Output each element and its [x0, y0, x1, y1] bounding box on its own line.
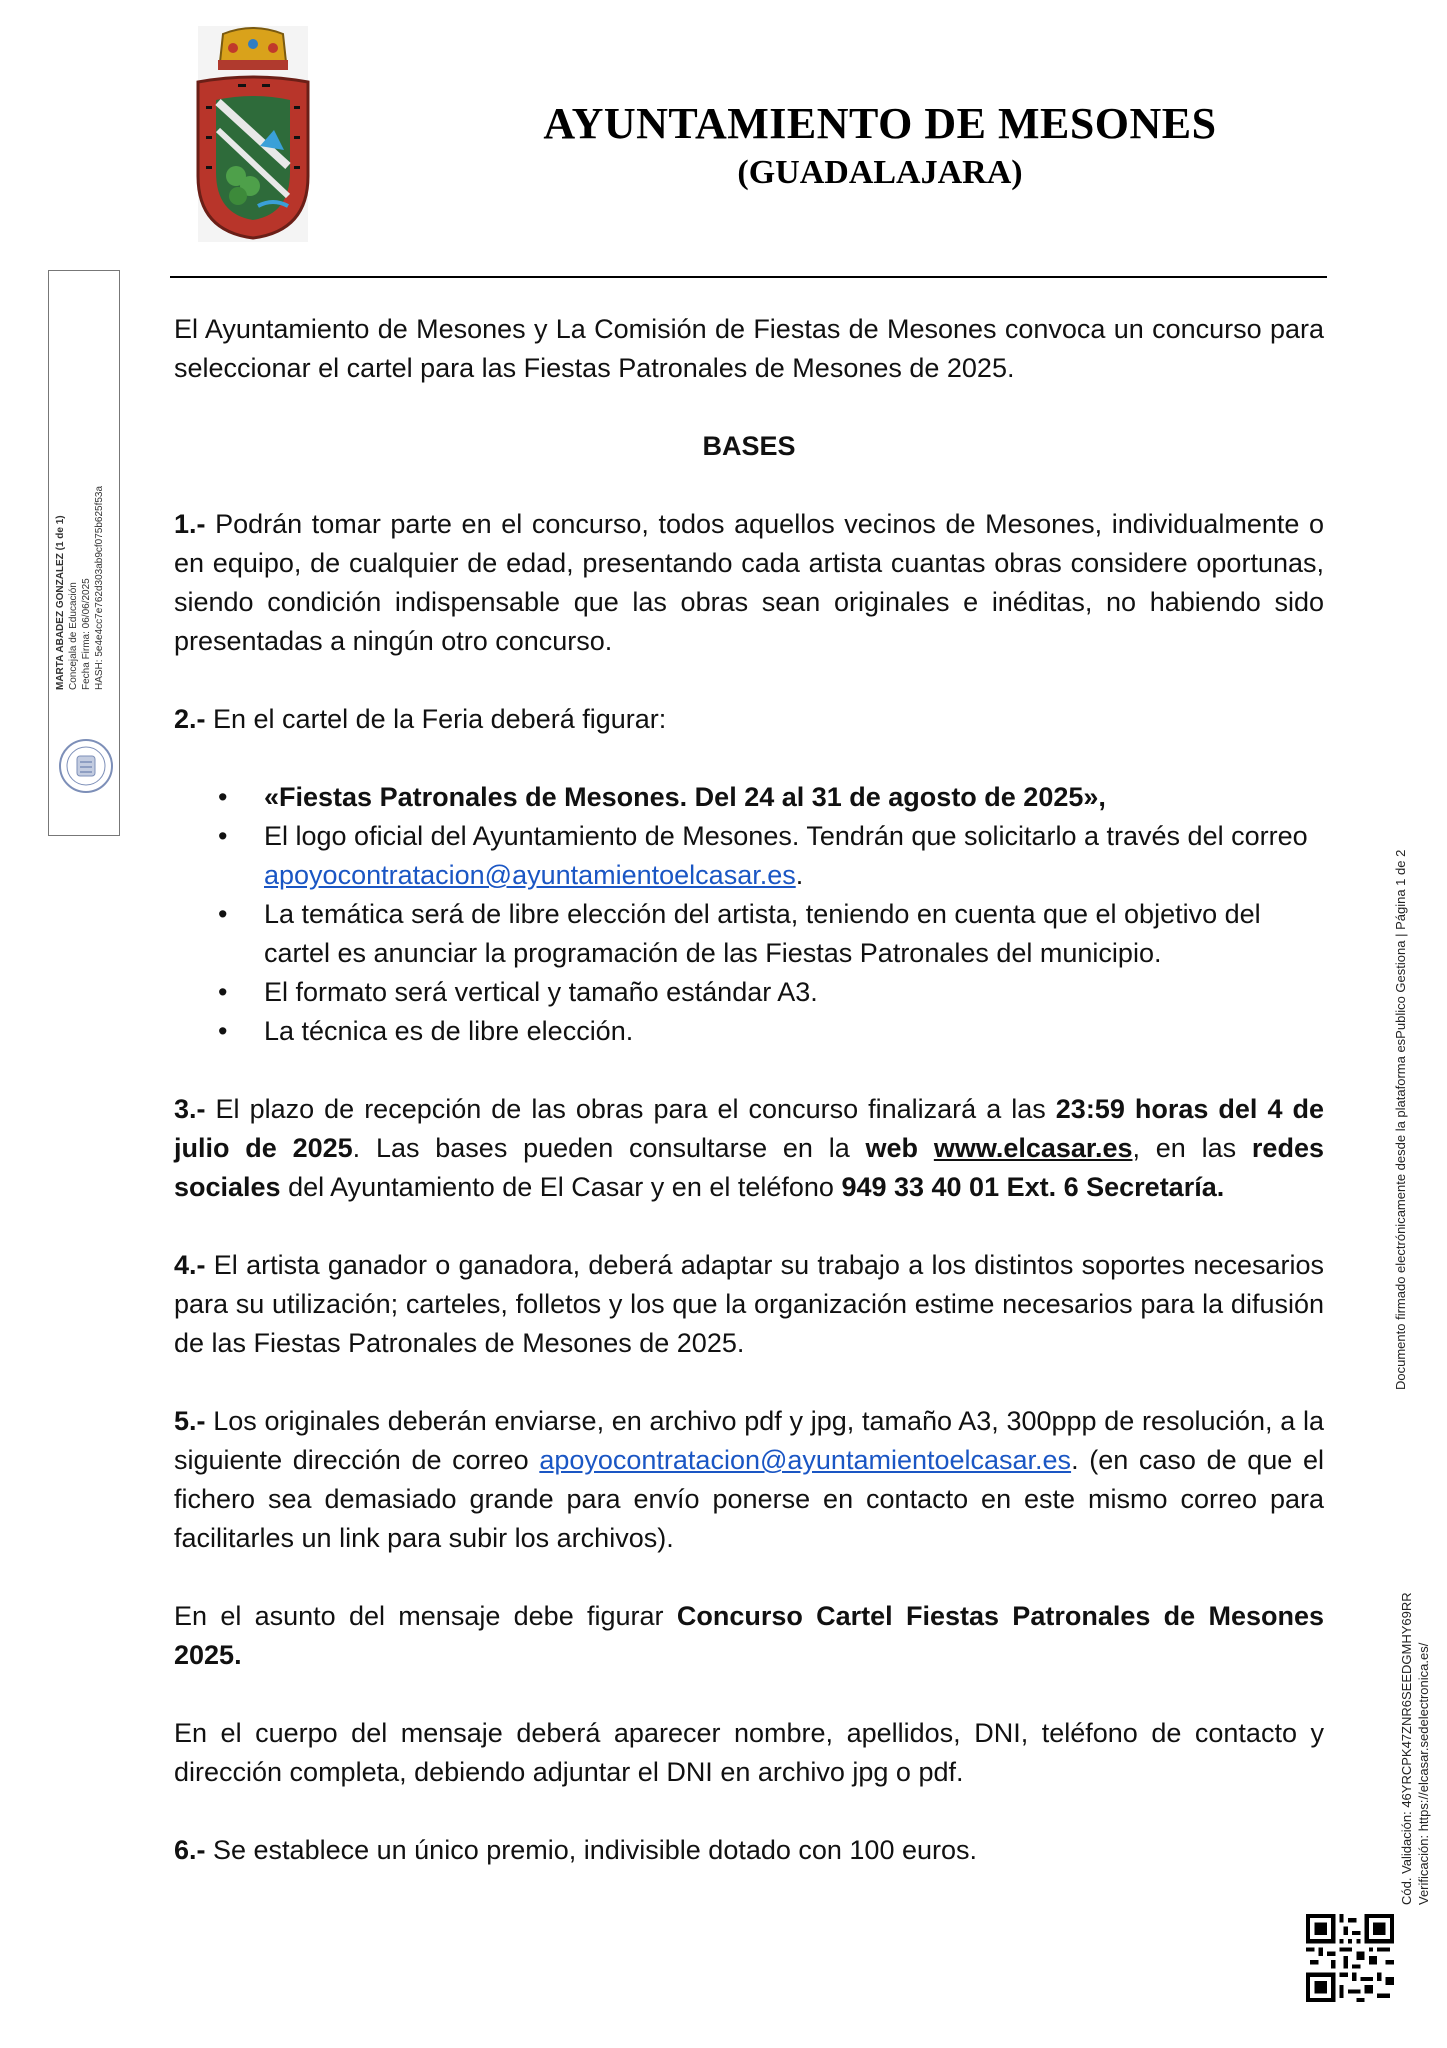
intro-paragraph: El Ayuntamiento de Mesones y La Comisión de Fiestas de Mesones convoca un concurso para seleccionar el cartel para las Fiestas Patronales de Mesones de 2025.: [174, 314, 1324, 383]
section-1: [174, 505, 1324, 661]
phone-text: 949 33 40 01 Ext. 6 Secretaría.: [841, 1172, 1225, 1202]
subject-text: En el asunto del mensaje debe figurar: [174, 1601, 677, 1631]
technique-requirement-text: La técnica es de libre elección.: [264, 1016, 634, 1046]
logo-requirement-text: El logo oficial del Ayuntamiento de Mesones. Tendrán que solicitarlo a través del correo: [264, 821, 1308, 851]
page-subtitle: (GUADALAJARA): [737, 154, 1023, 191]
section-3-text: del Ayuntamiento de El Casar y en el teléfono: [280, 1172, 842, 1202]
list-item: [264, 973, 1324, 1012]
deadline-text: 23:59 horas del 4 de julio de 2025: [174, 1094, 1324, 1163]
section-3-text: . Las bases pueden consultarse en la: [352, 1133, 866, 1163]
section-2-number: 2.-: [174, 704, 206, 734]
list-item: [264, 1012, 1324, 1051]
format-requirement-text: El formato será vertical y tamaño estándar A3.: [264, 977, 818, 1007]
theme-requirement-text: La temática será de libre elección del artista, teniendo en cuenta que el objetivo del cartel es anunciar la programación de las Fiestas Patronales del municipio.: [264, 899, 1261, 968]
section-4-text: El artista ganador o ganadora, deberá adaptar su trabajo a los distintos soportes necesarios para su utilización; carteles, folletos y los que la organización estime necesarios para la difusión de las Fiestas Patronales de Mesones de 2025.: [174, 1250, 1324, 1358]
section-5: [174, 1402, 1324, 1558]
signature-text: [54, 390, 106, 690]
document-body: [174, 310, 1324, 1870]
signer-role: Concejala de Educación: [68, 582, 79, 690]
section-4-number: 4.-: [174, 1250, 206, 1280]
section-3-text: , en las: [1132, 1133, 1252, 1163]
section-3: [174, 1090, 1324, 1207]
validation-block: [1398, 1305, 1432, 1905]
validation-code: Cód. Validación: 46YRCPK47ZNR6SEEDGMHY69RR: [1399, 1592, 1414, 1905]
requirements-list: [174, 778, 1324, 1051]
page-title: AYUNTAMIENTO DE MESONES: [543, 99, 1217, 148]
signer-name: MARTA ABADEZ GONZALEZ (1 de 1): [55, 515, 66, 690]
section-3-text: El plazo de recepción de las obras para el concurso finalizará a las: [205, 1094, 1056, 1124]
list-item: [264, 778, 1324, 817]
festival-dates-text: «Fiestas Patronales de Mesones. Del 24 al 31 de agosto de 2025»,: [264, 782, 1106, 812]
subject-title: Concurso Cartel Fiestas Patronales de Mesones 2025.: [174, 1601, 1325, 1670]
official-seal-icon: [58, 738, 114, 794]
section-4: [174, 1246, 1324, 1363]
section-6-number: 6.-: [174, 1835, 206, 1865]
section-5-text: Los originales deberán enviarse, en archivo pdf y jpg, tamaño A3, 300ppp de resolución, a la siguiente dirección de correo: [174, 1406, 1324, 1475]
signature-hash: HASH: 5e4e4cc7e762d303ab9cf075b625f53a: [94, 485, 105, 690]
section-5-number: 5.-: [174, 1406, 206, 1436]
page-info-text: Documento firmado electrónicamente desde la plataforma esPublico Gestiona | Página 1 de 2: [1393, 849, 1408, 1390]
section-2-text: En el cartel de la Feria deberá figurar:: [205, 704, 667, 734]
social-media-text: redes sociales: [174, 1133, 1324, 1202]
body-paragraph: En el cuerpo del mensaje deberá aparecer nombre, apellidos, DNI, teléfono de contacto y dirección completa, debiendo adjuntar el DNI en archivo jpg o pdf.: [174, 1718, 1324, 1787]
section-2: [174, 700, 1324, 739]
section-3-number: 3.-: [174, 1094, 206, 1124]
bases-heading: BASES: [702, 431, 796, 461]
website-link[interactable]: www.elcasar.es: [933, 1133, 1133, 1163]
web-label: web: [865, 1133, 919, 1163]
signature-date: Fecha Firma: 06/06/2025: [81, 578, 92, 690]
email-link[interactable]: apoyocontratacion@ayuntamientoelcasar.es: [264, 860, 796, 890]
section-1-number: 1.-: [174, 509, 206, 539]
period-text: .: [795, 860, 804, 890]
verification-url[interactable]: Verificación: https://elcasar.sedelectronica.es/: [1416, 1642, 1431, 1905]
section-1-text: Podrán tomar parte en el concurso, todos aquellos vecinos de Mesones, individualmente o en equipo, de cualquier de edad, presentando cada artista cuantas obras considere oportunas, siendo condición indispensable que las obras sean originales e inéditas, no habiendo sido presentadas a ningún otro concurso.: [174, 509, 1324, 656]
qr-code-icon[interactable]: [1306, 1914, 1394, 2002]
list-item: [264, 817, 1324, 895]
section-5-text: . (en caso de que el fichero sea demasiado grande para envío ponerse en contacto en este mismo correo para facilitarles un link para subir los archivos).: [174, 1445, 1324, 1553]
section-6-text: Se establece un único premio, indivisible dotado con 100 euros.: [205, 1835, 978, 1865]
web-space: [918, 1133, 934, 1163]
section-6: [174, 1831, 1324, 1870]
subject-paragraph: [174, 1597, 1324, 1675]
email-link[interactable]: apoyocontratacion@ayuntamientoelcasar.es: [539, 1445, 1072, 1475]
header-divider: [170, 276, 1327, 278]
list-item: [264, 895, 1324, 973]
municipal-crest-logo: [178, 26, 328, 242]
